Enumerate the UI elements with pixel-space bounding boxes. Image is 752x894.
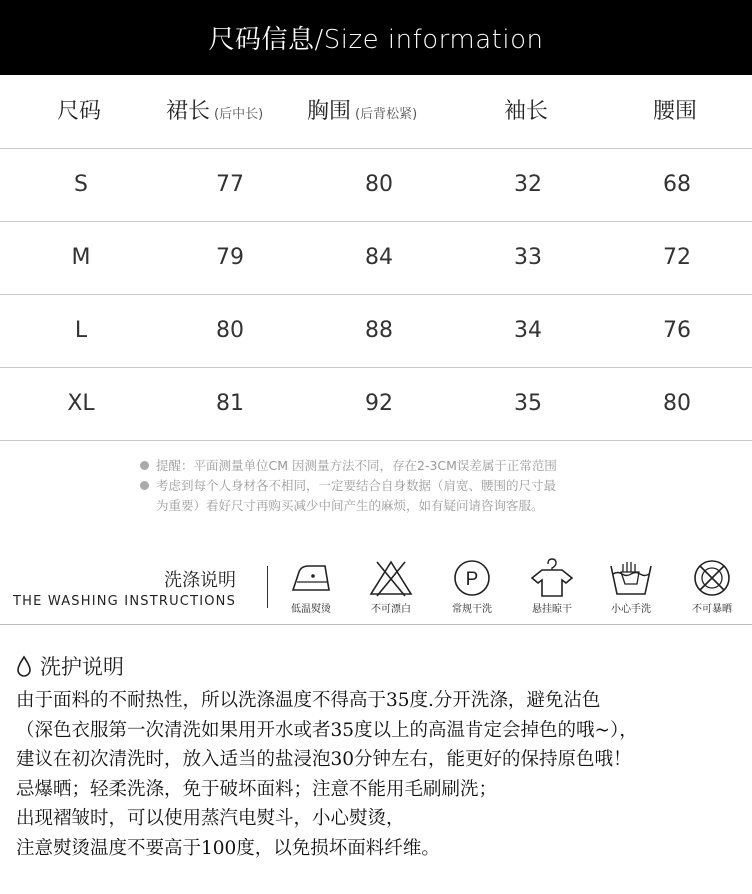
sleeve-cell: 33	[514, 245, 542, 270]
column-header-sleeve: 袖长	[504, 99, 549, 124]
size-cell: XL	[67, 391, 95, 416]
wash-symbol-iron: 低温熨烫	[276, 558, 346, 616]
length-cell: 80	[216, 318, 244, 343]
care-line: 建议在初次清洗时，放入适当的盐浸泡30分钟左右，能更好的保持原色哦！	[16, 749, 632, 770]
no-sun-dry-icon	[688, 558, 736, 598]
washing-divider	[267, 566, 268, 608]
care-line: 忌爆晒；轻柔洗涤，免于破坏面料；注意不能用毛刷刷洗；	[16, 778, 498, 800]
size-cell: S	[74, 172, 88, 197]
svg-text:P: P	[465, 569, 479, 590]
column-header-chest: 胸围 (后背松紧)	[307, 99, 418, 124]
size-cell: M	[71, 245, 91, 270]
length-cell: 79	[216, 245, 244, 270]
care-instructions	[16, 686, 746, 863]
waist-cell: 76	[663, 318, 691, 343]
bullet-icon	[140, 461, 149, 470]
table-row	[0, 148, 752, 222]
waist-cell: 80	[663, 391, 691, 416]
chest-cell: 88	[365, 318, 393, 343]
note-item: 提醒：平面测量单位CM 因测量方法不同，存在2-3CM误差属于正常范围	[140, 456, 620, 476]
length-cell: 81	[216, 391, 244, 416]
no-bleach-icon	[367, 558, 415, 598]
care-line: （深色衣服第一次清洗如果用开水或者35度以上的高温肯定会掉色的哦~），	[16, 719, 638, 741]
care-divider	[0, 624, 752, 625]
sleeve-cell: 32	[514, 172, 542, 197]
wash-symbol-hang: 悬挂晾干	[517, 558, 587, 616]
dry-clean-p-icon	[448, 558, 496, 598]
column-header-waist: 腰围	[653, 99, 698, 124]
size-table-header	[0, 75, 752, 149]
hang-dry-icon	[528, 558, 576, 598]
page-header	[0, 0, 752, 75]
chest-cell: 84	[365, 245, 393, 270]
washing-title-cn: 洗涤说明	[164, 570, 236, 591]
table-row	[0, 294, 752, 368]
care-line: 由于面料的不耐热性，所以洗涤温度不得高于35度.分开洗涤，避免沾色	[16, 690, 601, 711]
wash-symbol-nosun: 不可暴晒	[677, 558, 747, 616]
hand-wash-icon	[607, 558, 655, 598]
chest-cell: 92	[365, 391, 393, 416]
waist-cell: 68	[663, 172, 691, 197]
wash-symbol-bleach: 不可漂白	[356, 558, 426, 616]
chest-cell: 80	[365, 172, 393, 197]
care-line: 注意熨烫温度不要高于100度，以免损坏面料纤维。	[16, 837, 440, 859]
wash-symbol-dryclean: P 常规干洗	[437, 558, 507, 616]
waist-cell: 72	[663, 245, 691, 270]
sleeve-cell: 35	[514, 391, 542, 416]
sleeve-cell: 34	[514, 318, 542, 343]
page-title: 尺码信息/Size information	[208, 25, 544, 55]
table-row	[0, 367, 752, 441]
table-row	[0, 221, 752, 295]
bullet-icon	[140, 481, 149, 490]
low-temp-iron-icon	[287, 558, 335, 598]
wash-symbol-handwash: 小心手洗	[596, 558, 666, 616]
column-header-length: 裙长 (后中长)	[166, 99, 264, 124]
care-title: 洗护说明	[16, 651, 124, 682]
water-drop-icon	[16, 655, 32, 682]
column-header-size: 尺码	[57, 99, 102, 124]
washing-title-en: THE WASHING INSTRUCTIONS	[13, 594, 237, 609]
care-line: 出现褶皱时，可以使用蒸汽电熨斗，小心熨烫，	[16, 808, 405, 829]
note-item-continued: 为重要）看好尺寸再购买减少中间产生的麻烦，如有疑问请咨询客服。	[156, 498, 544, 513]
size-notes	[140, 456, 620, 516]
length-cell: 77	[216, 172, 244, 197]
size-cell: L	[74, 318, 88, 343]
note-item: 考虑到每个人身材各不相同，一定要结合自身数据（肩宽、腰围的尺寸最	[140, 476, 620, 496]
